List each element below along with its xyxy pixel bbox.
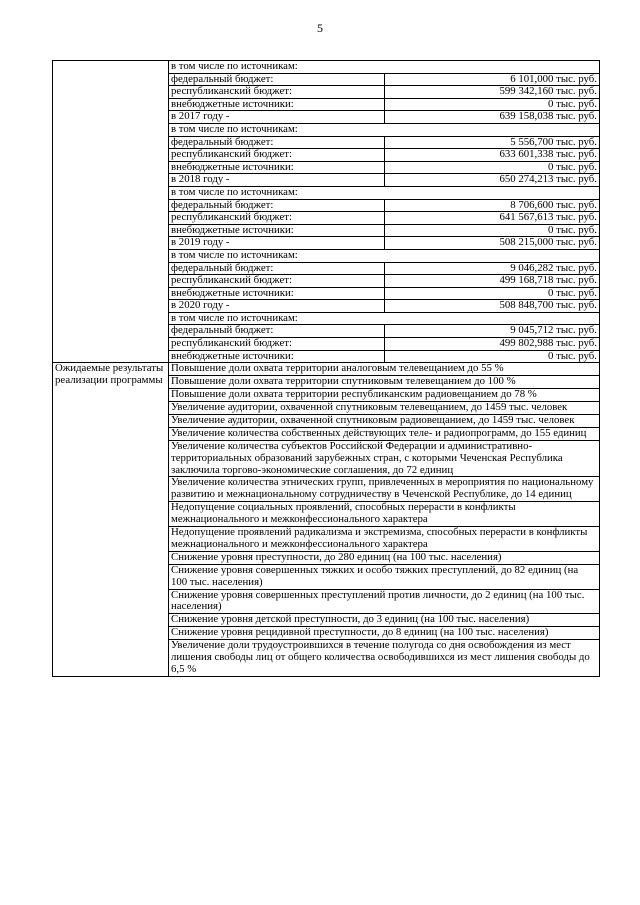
expected-result-text: Увеличение аудитории, охваченной спутниковым телевещанием, до 1459 тыс. человек [169,401,600,414]
expected-result-text: Повышение доли охвата территории республиканским радиовещанием до 78 % [169,389,600,402]
expected-result-row [53,363,600,376]
financing-label: федеральный бюджет: [169,262,385,275]
financing-amount: 0 тыс. руб. [384,98,600,111]
program-passport-table [52,60,600,677]
financing-amount: 0 тыс. руб. [384,161,600,174]
financing-section-heading-cell [53,61,169,363]
financing-label: республиканский бюджет: [169,275,385,288]
expected-result-text: Повышение доли охвата территории аналоговым телевещанием до 55 % [169,363,600,376]
financing-label: в 2018 году - [169,174,385,187]
page-number: 5 [317,21,323,35]
financing-label: в 2019 году - [169,237,385,250]
source-breakdown-label: в том числе по источникам: [169,61,600,74]
financing-amount: 9 046,282 тыс. руб. [384,262,600,275]
expected-result-text: Увеличение аудитории, охваченной спутниковым радиовещанием, до 1459 тыс. человек [169,414,600,427]
financing-label: республиканский бюджет: [169,86,385,99]
expected-results-heading: Ожидаемые результаты реализации программы [53,363,169,677]
expected-result-text: Повышение доли охвата территории спутниковым телевещанием до 100 % [169,376,600,389]
financing-amount: 650 274,213 тыс. руб. [384,174,600,187]
financing-label: федеральный бюджет: [169,73,385,86]
financing-amount: 599 342,160 тыс. руб. [384,86,600,99]
expected-result-text: Недопущение социальных проявлений, способных перерасти в конфликты межнационального и межконфессионального характера [169,502,600,527]
financing-label: республиканский бюджет: [169,212,385,225]
expected-result-text: Увеличение доли трудоустроившихся в течение полугода со дня освобождения из мест лишения свободы лиц от общего количества освободившихся из мест лишения свободы до 6,5 % [169,640,600,677]
financing-source-header-row [53,61,600,74]
table-body [53,61,600,677]
financing-label: республиканский бюджет: [169,338,385,351]
financing-amount: 8 706,600 тыс. руб. [384,199,600,212]
financing-amount: 639 158,038 тыс. руб. [384,111,600,124]
source-breakdown-label: в том числе по источникам: [169,249,600,262]
financing-amount: 633 601,338 тыс. руб. [384,149,600,162]
expected-result-text: Увеличение количества собственных действующих теле- и радиопрограмм, до 155 единиц [169,427,600,440]
financing-amount: 5 556,700 тыс. руб. [384,136,600,149]
financing-amount: 641 567,613 тыс. руб. [384,212,600,225]
financing-label: внебюджетные источники: [169,224,385,237]
financing-amount: 0 тыс. руб. [384,287,600,300]
financing-label: в 2020 году - [169,300,385,313]
expected-result-text: Снижение уровня совершенных преступлений против личности, до 2 единиц (на 100 тыс. населения) [169,589,600,614]
source-breakdown-label: в том числе по источникам: [169,123,600,136]
expected-result-text: Увеличение количества этнических групп, привлеченных в мероприятия по национальному развитию и межнациональному сотрудничеству в Чеченской Республике, до 14 единиц [169,477,600,502]
expected-result-text: Снижение уровня совершенных тяжких и особо тяжких преступлений, до 82 единиц (на 100 тыс. населения) [169,564,600,589]
financing-label: внебюджетные источники: [169,350,385,363]
financing-amount: 0 тыс. руб. [384,224,600,237]
financing-amount: 499 168,718 тыс. руб. [384,275,600,288]
source-breakdown-label: в том числе по источникам: [169,312,600,325]
financing-label: внебюджетные источники: [169,161,385,174]
financing-amount: 508 848,700 тыс. руб. [384,300,600,313]
expected-result-text: Снижение уровня преступности, до 280 единиц (на 100 тыс. населения) [169,551,600,564]
expected-result-text: Снижение уровня рецидивной преступности, до 8 единиц (на 100 тыс. населения) [169,627,600,640]
financing-label: в 2017 году - [169,111,385,124]
financing-label: внебюджетные источники: [169,98,385,111]
financing-label: федеральный бюджет: [169,136,385,149]
financing-label: федеральный бюджет: [169,325,385,338]
financing-amount: 9 045,712 тыс. руб. [384,325,600,338]
financing-label: федеральный бюджет: [169,199,385,212]
financing-label: внебюджетные источники: [169,287,385,300]
source-breakdown-label: в том числе по источникам: [169,186,600,199]
expected-result-text: Снижение уровня детской преступности, до 3 единиц (на 100 тыс. населения) [169,614,600,627]
expected-result-text: Недопущение проявлений радикализма и экстремизма, способных перерасти в конфликты межнационального и межконфессионального характера [169,527,600,552]
financing-amount: 6 101,000 тыс. руб. [384,73,600,86]
financing-amount: 0 тыс. руб. [384,350,600,363]
expected-result-text: Увеличение количества субъектов Российской Федерации и административно-территориальных образований зарубежных стран, с которыми Чеченская Республика заключила торгово-экономические соглашения, до 72 единиц [169,440,600,477]
financing-label: республиканский бюджет: [169,149,385,162]
financing-amount: 508 215,000 тыс. руб. [384,237,600,250]
financing-amount: 499 802,988 тыс. руб. [384,338,600,351]
